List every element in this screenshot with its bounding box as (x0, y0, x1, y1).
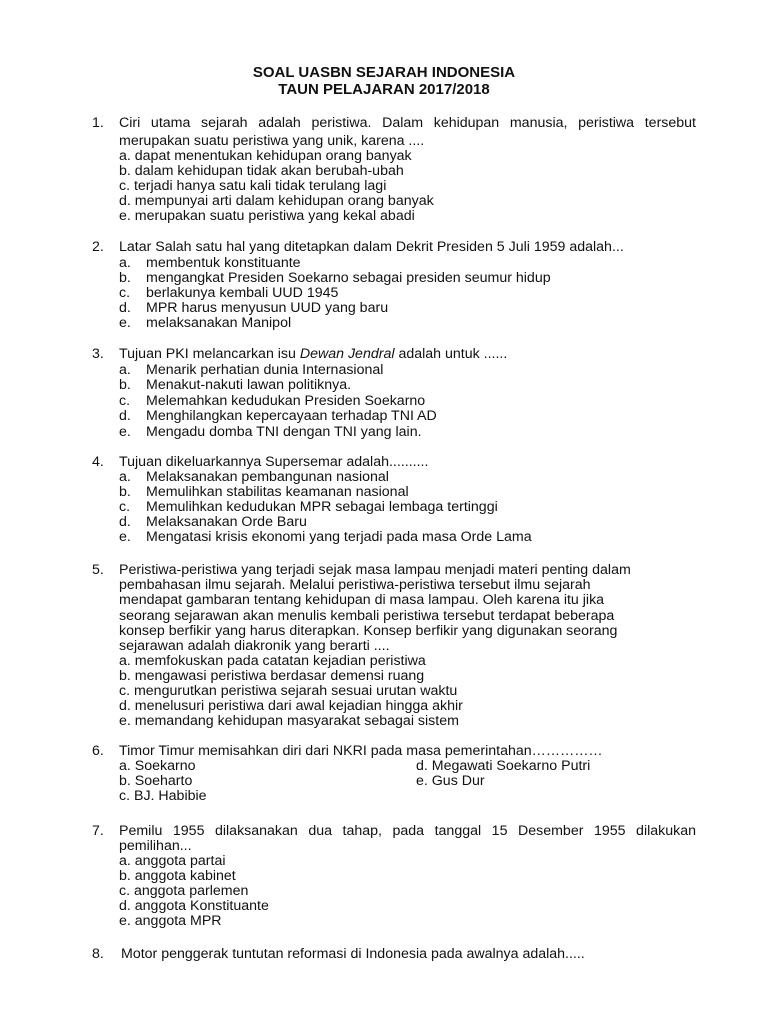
option-letter: e. (119, 424, 131, 440)
question-text (119, 346, 507, 362)
question-text: merupakan suatu peristiwa yang unik, karena .... (119, 133, 425, 149)
option-letter: d. (119, 300, 131, 316)
option-text: Mengadu domba TNI dengan TNI yang lain. (146, 424, 422, 440)
option-letter: c. (119, 285, 131, 301)
answer-option: a. anggota partai (119, 853, 226, 869)
question-text: sejarawan adalah diakronik yang berarti .... (119, 638, 390, 654)
answer-option: e. Gus Dur (416, 773, 485, 789)
option-text: mengangkat Presiden Soekarno sebagai presiden seumur hidup (146, 270, 551, 286)
question-number: 8. (92, 946, 104, 962)
answer-option: b. anggota kabinet (119, 868, 236, 884)
option-text: Mengatasi krisis ekonomi yang terjadi pada masa Orde Lama (146, 529, 532, 545)
question-text: konsep berfikir yang harus diterapkan. Konsep berfikir yang digunakan seorang (119, 623, 618, 639)
question-number: 7. (92, 823, 104, 839)
answer-option: e. merupakan suatu peristiwa yang kekal abadi (119, 208, 415, 224)
question-text: mendapat gambaran tentang kehidupan di masa lampau. Oleh karena itu jika (119, 592, 605, 608)
answer-option: b. Soeharto (119, 773, 193, 789)
option-letter: e. (119, 315, 131, 331)
question-text: seorang sejarawan akan menulis kembali peristiwa tersebut terdapat beberapa (119, 608, 615, 624)
answer-option: a. Soekarno (119, 758, 196, 774)
option-letter: b. (119, 270, 131, 286)
option-letter: a. (119, 255, 131, 271)
question-number: 2. (92, 239, 104, 255)
answer-option: c. mengurutkan peristiwa sejarah sesuai urutan waktu (119, 683, 458, 699)
question-text: Timor Timur memisahkan diri dari NKRI pada masa pemerintahan…………… (119, 743, 603, 759)
option-text: Menarik perhatian dunia Internasional (146, 362, 384, 378)
question-number: 1. (92, 115, 104, 131)
option-letter: d. (119, 408, 131, 424)
question-text-part: Tujuan PKI melancarkan isu (119, 346, 300, 362)
option-text: MPR harus menyusun UUD yang baru (146, 300, 389, 316)
answer-option: d. mempunyai arti dalam kehidupan orang banyak (119, 193, 434, 209)
question-number: 6. (92, 743, 104, 759)
question-text: pembahasan ilmu sejarah. Melalui peristiwa-peristiwa tersebut ilmu sejarah (119, 577, 591, 593)
option-text: Memulihkan kedudukan MPR sebagai lembaga tertinggi (146, 499, 498, 515)
option-text: Melaksanakan pembangunan nasional (146, 469, 389, 485)
question-number: 4. (92, 454, 104, 470)
answer-option: d. menelusuri peristiwa dari awal kejadian hingga akhir (119, 698, 463, 714)
option-text: melaksanakan Manipol (146, 315, 292, 331)
answer-option: a. dapat menentukan kehidupan orang banyak (119, 148, 412, 164)
option-text: berlakunya kembali UUD 1945 (146, 285, 339, 301)
question-text-part: adalah untuk ...... (394, 346, 508, 362)
question-text: Ciri utama sejarah adalah peristiwa. Dalam kehidupan manusia, peristiwa tersebut (119, 115, 696, 131)
option-letter: c. (119, 499, 131, 515)
question-number: 3. (92, 346, 104, 362)
answer-option: c. anggota parlemen (119, 883, 249, 899)
option-text: Melemahkan kedudukan Presiden Soekarno (146, 393, 426, 409)
answer-option: e. memandang kehidupan masyarakat sebagai sistem (119, 713, 459, 729)
option-text: Menakut-nakuti lawan politiknya. (146, 377, 352, 393)
answer-option: c. BJ. Habibie (119, 788, 207, 804)
document-title: SOAL UASBN SEJARAH INDONESIA (252, 64, 516, 81)
answer-option: b. mengawasi peristiwa berdasar demensi ruang (119, 668, 425, 684)
question-text: pemilihan... (119, 838, 192, 854)
question-text: Motor penggerak tuntutan reformasi di Indonesia pada awalnya adalah..... (121, 946, 585, 962)
option-letter: a. (119, 469, 131, 485)
question-number: 5. (92, 562, 104, 578)
option-text: Menghilangkan kepercayaan terhadap TNI AD (146, 408, 437, 424)
option-letter: b. (119, 484, 131, 500)
answer-option: e. anggota MPR (119, 913, 222, 929)
option-text: Memulihkan stabilitas keamanan nasional (146, 484, 409, 500)
answer-option: c. terjadi hanya satu kali tidak terulang lagi (119, 178, 387, 194)
document-subtitle: TAUN PELAJARAN 2017/2018 (278, 81, 490, 98)
question-text: Pemilu 1955 dilaksanakan dua tahap, pada tanggal 15 Desember 1955 dilakukan (119, 823, 696, 839)
question-text: Tujuan dikeluarkannya Supersemar adalah.......... (119, 454, 429, 470)
option-text: Melaksanakan Orde Baru (146, 514, 307, 530)
answer-option: d. anggota Konstituante (119, 898, 269, 914)
option-letter: a. (119, 362, 131, 378)
option-letter: d. (119, 514, 131, 530)
answer-option: b. dalam kehidupan tidak akan berubah-ubah (119, 163, 404, 179)
option-letter: c. (119, 393, 131, 409)
answer-option: a. memfokuskan pada catatan kejadian peristiwa (119, 653, 426, 669)
question-text-italic: Dewan Jendral (299, 346, 395, 362)
answer-option: d. Megawati Soekarno Putri (416, 758, 591, 774)
question-text: Latar Salah satu hal yang ditetapkan dalam Dekrit Presiden 5 Juli 1959 adalah... (119, 239, 624, 255)
question-text: Peristiwa-peristiwa yang terjadi sejak masa lampau menjadi materi penting dalam (119, 562, 631, 578)
option-letter: b. (119, 377, 131, 393)
option-letter: e. (119, 529, 131, 545)
option-text: membentuk konstituante (146, 255, 301, 271)
